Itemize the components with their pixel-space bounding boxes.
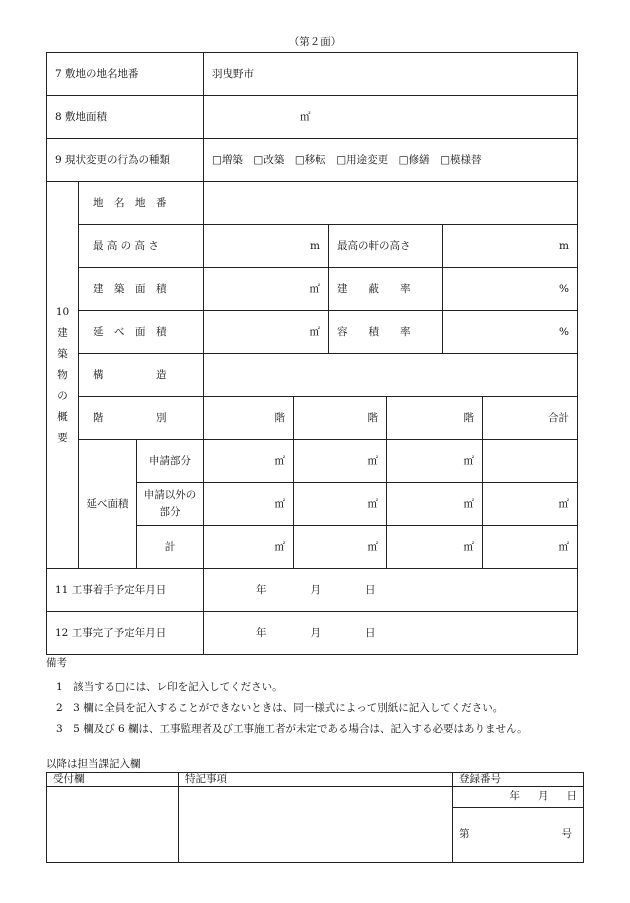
- building-area-unit[interactable]: ㎡: [204, 268, 329, 311]
- office-use-table: [46, 772, 584, 863]
- reg-day: 日: [566, 790, 577, 803]
- other-area-total[interactable]: ㎡: [483, 483, 578, 526]
- other-part-label-1: 申請以外の: [143, 489, 197, 502]
- applied-area-3[interactable]: ㎡: [387, 440, 483, 483]
- applied-area-2[interactable]: ㎡: [294, 440, 387, 483]
- reg-dai: 第: [459, 828, 470, 841]
- end-month: 月: [310, 626, 321, 639]
- sum-label: 計: [137, 526, 204, 569]
- structure-label: 構 造: [79, 354, 204, 397]
- total-floor-area-label: 延べ面積: [79, 440, 137, 569]
- site-address-label: 7 敷地の地名地番: [47, 53, 204, 96]
- max-height-unit[interactable]: m: [204, 225, 329, 268]
- max-height-label: 最 高 の 高 さ: [79, 225, 204, 268]
- building-overview-sidebar: [47, 182, 79, 569]
- applied-part-label: 申請部分: [137, 440, 204, 483]
- sum-area-total[interactable]: ㎡: [483, 526, 578, 569]
- reg-gou: 号: [561, 828, 572, 841]
- building-area-label: 建 築 面 積: [79, 268, 204, 311]
- other-area-2[interactable]: ㎡: [294, 483, 387, 526]
- eaves-height-label: 最高の軒の高さ: [329, 225, 443, 268]
- other-area-1[interactable]: ㎡: [204, 483, 294, 526]
- side-char: 概: [57, 410, 68, 423]
- bldg-address-value[interactable]: [204, 182, 578, 225]
- floor-col-1[interactable]: 階: [204, 397, 294, 440]
- office-section-title: 以降は担当課記入欄: [46, 758, 141, 770]
- sum-area-2[interactable]: ㎡: [294, 526, 387, 569]
- page-label: （第２面）: [288, 36, 342, 48]
- change-type-label: 9 現状変更の行為の種類: [47, 139, 204, 182]
- note-2: 2 3 欄に全員を記入することができないときは、同一様式によって別紙に記入してください。: [56, 702, 504, 714]
- structure-value[interactable]: [204, 354, 578, 397]
- reg-number-field[interactable]: [453, 807, 584, 862]
- application-form-table: [46, 52, 578, 655]
- applied-area-total[interactable]: [483, 440, 578, 483]
- receipt-header: 受付欄: [47, 773, 179, 787]
- site-area-label: 8 敷地面積: [47, 96, 204, 139]
- reg-month: 月: [538, 790, 549, 803]
- note-3: 3 5 欄及び 6 欄は、工事監理者及び工事施工者が未定である場合は、記入する必要はありません。: [56, 723, 528, 735]
- floor-area-ratio-label: 容 積 率: [329, 311, 443, 354]
- applied-area-1[interactable]: ㎡: [204, 440, 294, 483]
- reg-date-field[interactable]: [453, 786, 584, 807]
- bldg-address-label: 地 名 地 番: [79, 182, 204, 225]
- floor-total-label: 合計: [483, 397, 578, 440]
- end-year: 年: [256, 626, 267, 639]
- remarks-field[interactable]: [179, 786, 453, 862]
- floor-area-label: 延 べ 面 積: [79, 311, 204, 354]
- end-day: 日: [365, 626, 376, 639]
- site-area-field[interactable]: [204, 96, 578, 139]
- end-date-field[interactable]: [204, 612, 578, 655]
- start-date-field[interactable]: [204, 569, 578, 612]
- side-char: 要: [57, 431, 68, 444]
- sum-area-1[interactable]: ㎡: [204, 526, 294, 569]
- start-year: 年: [256, 583, 267, 596]
- floor-area-ratio-unit[interactable]: %: [443, 311, 578, 354]
- eaves-height-unit[interactable]: m: [443, 225, 578, 268]
- side-char: 建: [57, 326, 68, 339]
- floor-col-2[interactable]: 階: [294, 397, 387, 440]
- floor-col-3[interactable]: 階: [387, 397, 483, 440]
- floor-label: 階 別: [79, 397, 204, 440]
- coverage-ratio-unit[interactable]: %: [443, 268, 578, 311]
- end-date-label: 12 工事完了予定年月日: [47, 612, 204, 655]
- side-char: の: [57, 389, 68, 402]
- floor-area-unit[interactable]: ㎡: [204, 311, 329, 354]
- coverage-ratio-label: 建 蔽 率: [329, 268, 443, 311]
- change-type-options[interactable]: □増築 □改築 □移転 □用途変更 □修繕 □模様替: [204, 139, 578, 182]
- section-number: 10: [55, 305, 70, 318]
- sum-area-3[interactable]: ㎡: [387, 526, 483, 569]
- other-part-label: [137, 483, 204, 526]
- start-month: 月: [310, 583, 321, 596]
- note-1: 1 該当する□には、レ印を記入してください。: [56, 681, 283, 693]
- start-date-label: 11 工事着手予定年月日: [47, 569, 204, 612]
- start-day: 日: [365, 583, 376, 596]
- receipt-field[interactable]: [47, 786, 179, 862]
- site-area-unit: ㎡: [300, 110, 311, 123]
- other-area-3[interactable]: ㎡: [387, 483, 483, 526]
- site-address-value[interactable]: 羽曳野市: [204, 53, 578, 96]
- other-part-label-2: 部分: [159, 506, 181, 518]
- side-char: 築: [57, 347, 68, 360]
- side-char: 物: [57, 368, 68, 381]
- remarks-header: 特記事項: [179, 773, 453, 787]
- reg-year: 年: [509, 790, 520, 803]
- reg-no-header: 登録番号: [453, 773, 584, 787]
- notes-title: 備考: [46, 657, 67, 669]
